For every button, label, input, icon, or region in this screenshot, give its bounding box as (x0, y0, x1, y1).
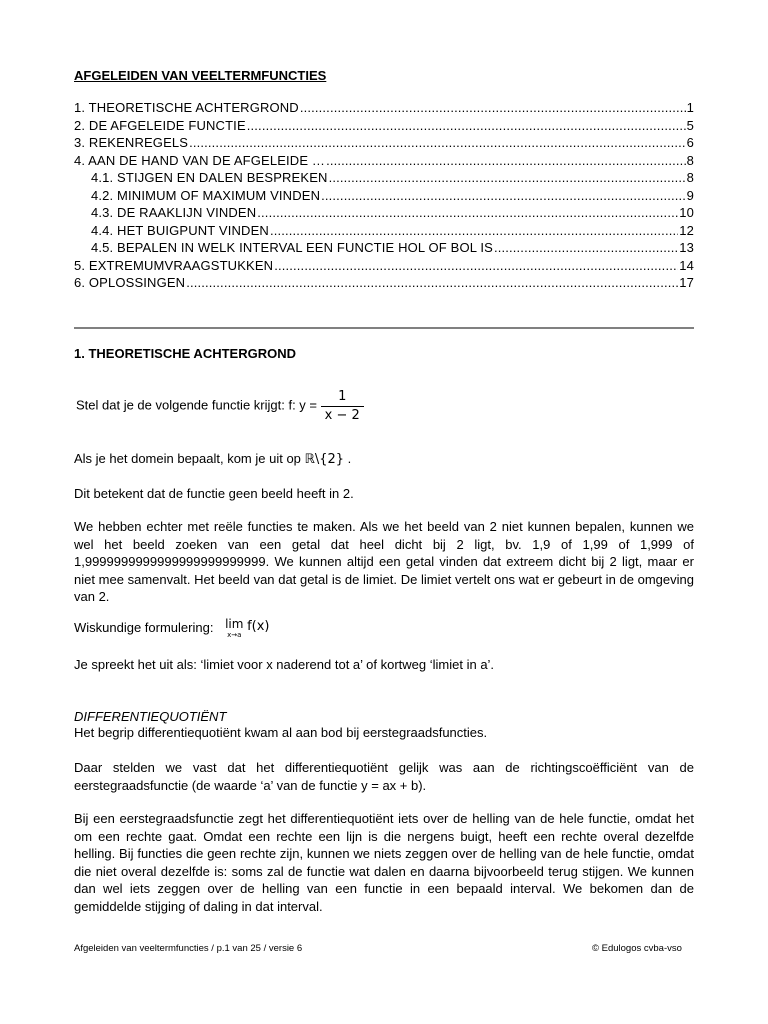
no-image-paragraph: Dit betekent dat de functie geen beeld heeft in 2. (74, 486, 354, 501)
limit-notation (225, 618, 243, 639)
toc-entry-label: 4.3. DE RAAKLIJN VINDEN (91, 205, 257, 220)
toc-entry[interactable] (74, 100, 694, 118)
toc-leader-dots (270, 223, 678, 238)
toc-subentry[interactable] (74, 205, 694, 223)
toc-entry-label: 3. REKENREGELS (74, 135, 189, 150)
diff-intro-paragraph: Het begrip differentiequotiënt kwam al aan bod bij eerstegraadsfuncties. (74, 725, 488, 740)
formulation-label: Wiskundige formulering: (74, 619, 214, 635)
toc-entry[interactable] (74, 135, 694, 153)
fraction (321, 388, 364, 424)
fraction-denominator: x − 2 (321, 406, 364, 425)
horizontal-divider (74, 327, 694, 329)
domain-text: Als je het domein bepaalt, kom je uit op (74, 451, 301, 466)
toc-entry-page: 13 (679, 240, 694, 255)
toc-entry-page: 8 (686, 152, 694, 168)
diff-slope-paragraph: Daar stelden we vast dat het differentiequotiënt gelijk was aan de richtingscoëfficiënt van de eerstegraadsfunctie (de waarde ‘a’ van de functie y = ax + b). (74, 760, 694, 793)
toc-entry-page: 6 (686, 135, 694, 150)
toc-entry-label: 4. AAN DE HAND VAN DE AFGELEIDE … (74, 152, 326, 168)
toc-entry[interactable] (74, 118, 694, 136)
limit-word: lim (225, 617, 244, 631)
toc-leader-dots (189, 135, 686, 150)
toc-entry[interactable] (74, 275, 694, 293)
toc-entry-page: 17 (679, 275, 694, 290)
limit-expression: f(x) (247, 619, 270, 634)
toc-leader-dots (329, 170, 686, 185)
toc-entry-page: 10 (679, 205, 694, 220)
diff-curve-paragraph: Bij een eerstegraadsfunctie zegt het differentiequotiënt iets over de helling van de hele functie, omdat het om een rechte gaat. Omdat een rechte een lijn is die nergens buigt, heeft een rechte overal dezelfde helling. Bij functies die geen rechte zijn, kunnen we niets zeggen over de helling van de hele functie, omdat die niet overal dezelfde is: soms zal de functie wat dalen en daarna bijvoorbeeld terug stijgen. We kunnen dan wel iets zeggen over de helling van een functie in een bepaald interval. We bekomen dan de gemiddelde stijging of daling in dat interval. (74, 811, 694, 914)
toc-leader-dots (274, 258, 678, 273)
toc-leader-dots (300, 100, 686, 115)
document-title: AFGELEIDEN VAN VEELTERMFUNCTIES (74, 68, 327, 83)
toc-entry-page: 9 (686, 187, 694, 203)
domain-set: ℝ\{2} (304, 452, 345, 467)
toc-entry-page: 1 (686, 100, 694, 115)
domain-paragraph (74, 450, 694, 469)
toc-entry[interactable] (74, 258, 694, 276)
toc-entry-label: 4.1. STIJGEN EN DALEN BESPREKEN (91, 170, 328, 185)
toc-entry-page: 8 (686, 170, 694, 185)
toc-entry-label: 5. EXTREMUMVRAAGSTUKKEN (74, 257, 274, 273)
toc-subentry[interactable] (74, 170, 694, 188)
toc-entry-page: 5 (686, 117, 694, 133)
formulation-line (74, 618, 694, 639)
toc-leader-dots (186, 275, 678, 290)
spoken-paragraph: Je spreekt het uit als: ‘limiet voor x naderend tot a’ of kortweg ‘limiet in a’. (74, 657, 495, 672)
toc-entry-label: 2. DE AFGELEIDE FUNCTIE (74, 117, 246, 133)
toc-subentry[interactable] (74, 188, 694, 206)
domain-end: . (344, 451, 352, 466)
toc-entry[interactable] (74, 153, 694, 171)
toc-leader-dots (326, 153, 686, 168)
toc-leader-dots (247, 118, 686, 133)
toc-entry-label: 6. OPLOSSINGEN (74, 275, 186, 290)
limit-paragraph: We hebben echter met reële functies te maken. Als we het beeld van 2 niet kunnen bepalen, kunnen we wel het beeld zoeken van een getal dat heel dicht bij 2 ligt, bv. 1,9 of 1,99 of 1,999 of 1,9999999999999999999999999. We kunnen altijd een getal vinden dat extreem dicht bij 2 ligt, maar er niet mee samenvalt. Het beeld van dat getal is de limiet. De limiet vertelt ons wat er gebeurt in de omgeving van 2. (74, 519, 694, 604)
subheading-differentiequotient: DIFFERENTIEQUOTIËNT (74, 709, 227, 724)
toc-entry-label: 4.4. HET BUIGPUNT VINDEN (91, 222, 269, 238)
toc-subentry[interactable] (74, 240, 694, 258)
toc-leader-dots (257, 205, 678, 220)
footer-copyright: © Edulogos cvba-vso (592, 943, 682, 954)
toc-entry-label: 4.5. BEPALEN IN WELK INTERVAL EEN FUNCTIE HOL OF BOL IS (91, 240, 493, 255)
toc-entry-page: 14 (679, 257, 694, 273)
function-intro-text: Stel dat je de volgende functie krijgt: f: y = (76, 397, 318, 413)
toc-leader-dots (321, 188, 685, 203)
limit-subscript: x→a (227, 631, 242, 639)
toc-entry-label: 1. THEORETISCHE ACHTERGROND (74, 100, 299, 115)
fraction-numerator: 1 (338, 389, 347, 404)
footer-page-info: Afgeleiden van veeltermfuncties / p.1 van 25 / versie 6 (74, 943, 303, 954)
toc-subentry[interactable] (74, 223, 694, 241)
table-of-contents (74, 100, 694, 293)
toc-leader-dots (494, 240, 678, 255)
toc-entry-label: 4.2. MINIMUM OF MAXIMUM VINDEN (91, 187, 321, 203)
section-heading: 1. THEORETISCHE ACHTERGROND (74, 346, 296, 361)
function-definition (76, 388, 476, 424)
toc-entry-page: 12 (679, 222, 694, 238)
